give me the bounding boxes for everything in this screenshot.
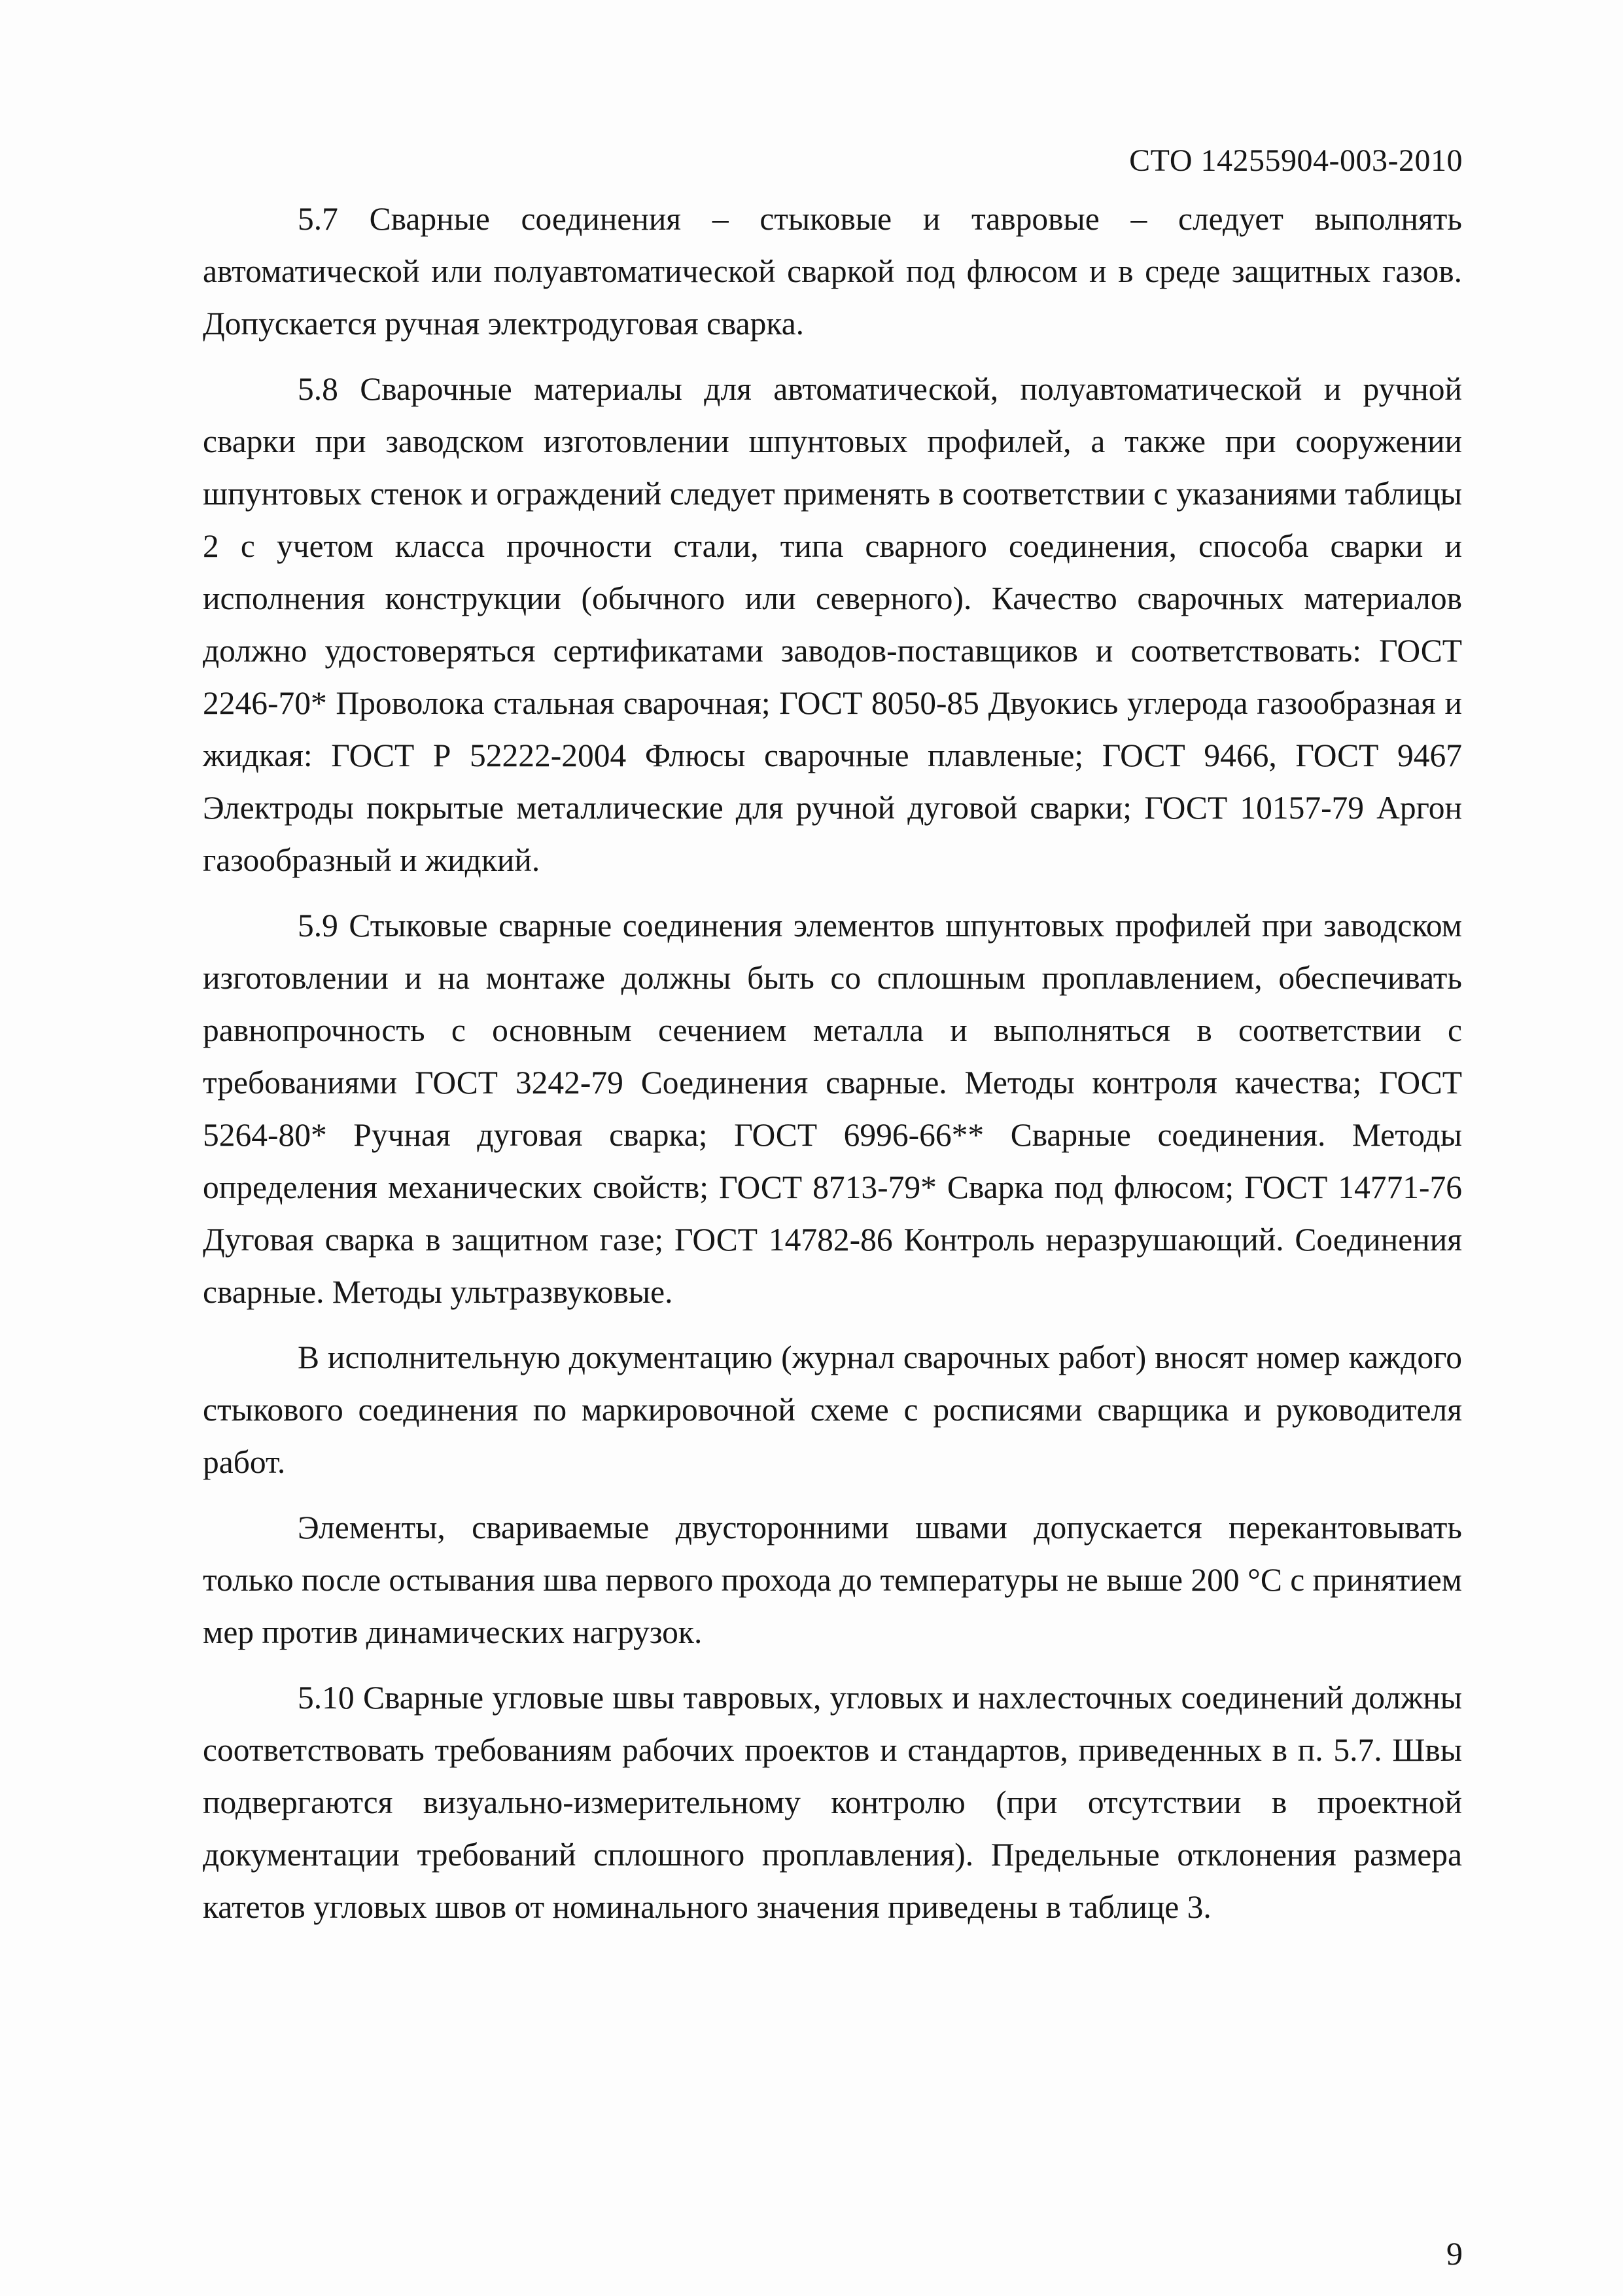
page-number: 9 — [1446, 2235, 1463, 2272]
paragraph-double-sided-welds: Элементы, свариваемые двусторонними швами допускается перекантовывать только после остывания шва первого прохода до температуры не выше 200 °С с принятием мер против динамических нагрузок. — [203, 1510, 1462, 1650]
paragraph-5-9: 5.9 Стыковые сварные соединения элементов шпунтовых профилей при заводском изготовлении и на монтаже должны быть со сплошным проплавлением, обеспечивать равнопрочность с основным сечением металла и выполняться в соответствии с требованиями ГОСТ 3242-79 Соединения сварные. Методы контроля качества; ГОСТ 5264-80* Ручная дуговая сварка; ГОСТ 6996-66** Сварные соединения. Методы определения механических свойств; ГОСТ 8713-79* Сварка под флюсом; ГОСТ 14771-76 Дуговая сварка в защитном газе; ГОСТ 14782-86 Контроль неразрушающий. Соединения сварные. Методы ультразвуковые. — [203, 908, 1462, 1310]
document-code: СТО 14255904-003-2010 — [1129, 143, 1463, 178]
paragraph-5-10: 5.10 Сварные угловые швы тавровых, угловых и нахлесточных соединений должны соответствовать требованиям рабочих проектов и стандартов, приведенных в п. 5.7. Швы подвергаются визуально-измерительному контролю (при отсутствии в проектной документации требований сплошного проплавления). Предельные отклонения размера катетов угловых швов от номинального значения приведены в таблице 3. — [203, 1680, 1462, 1925]
paragraph-5-7: 5.7 Сварные соединения – стыковые и тавровые – следует выполнять автоматической или полуавтоматической сваркой под флюсом и в среде защитных газов. Допускается ручная электродуговая сварка. — [203, 201, 1462, 342]
paragraph-5-8: 5.8 Сварочные материалы для автоматической, полуавтоматической и ручной сварки при заводском изготовлении шпунтовых профилей, а также при сооружении шпунтовых стенок и ограждений следует применять в соответствии с указаниями таблицы 2 с учетом класса прочности стали, типа сварного соединения, способа сварки и исполнения конструкции (обычного или северного). Качество сварочных материалов должно удостоверяться сертификатами заводов-поставщиков и соответствовать: ГОСТ 2246-70* Проволока стальная сварочная; ГОСТ 8050-85 Двуокись углерода газообразная и жидкая: ГОСТ Р 52222-2004 Флюсы сварочные плавленые; ГОСТ 9466, ГОСТ 9467 Электроды покрытые металлические для ручной дуговой сварки; ГОСТ 10157-79 Аргон газообразный и жидкий. — [203, 371, 1462, 878]
document-body — [203, 193, 1462, 1934]
paragraph-documentation: В исполнительную документацию (журнал сварочных работ) вносят номер каждого стыкового соединения по маркировочной схеме с росписями сварщика и руководителя работ. — [203, 1339, 1462, 1480]
